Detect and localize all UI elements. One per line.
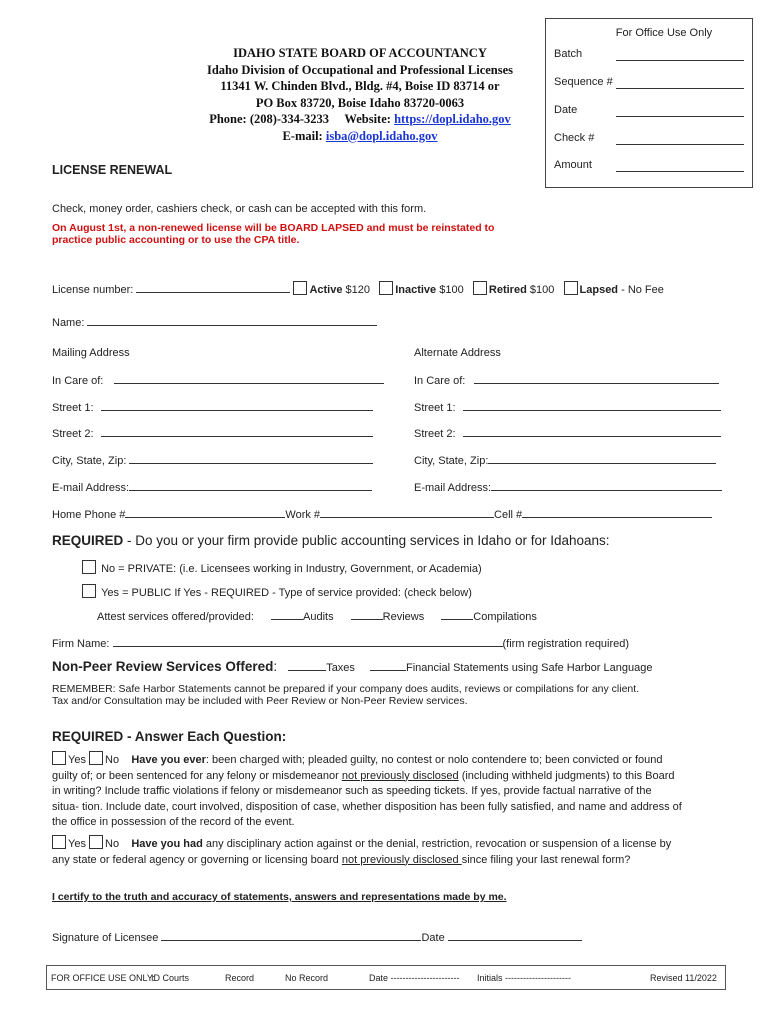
mailing-street2-field[interactable] bbox=[101, 426, 373, 437]
have-you-had-text-2b: since filing your last renewal form? bbox=[461, 853, 631, 866]
alternate-street1-row bbox=[414, 400, 721, 414]
have-you-had-text-2u: not previously disclosed bbox=[341, 853, 462, 866]
financial-statements-label: Financial Statements using Safe Harbor Language bbox=[406, 662, 653, 674]
inactive-label: Inactive bbox=[395, 284, 437, 296]
have-you-ever-text-2a: guilty of; or been sentenced for any felony or misdemeanor bbox=[52, 769, 342, 782]
mailing-heading: Mailing Address bbox=[52, 347, 130, 359]
question-have-you-ever bbox=[52, 751, 722, 831]
footer-office-label: FOR OFFICE USE ONLY: bbox=[51, 973, 155, 983]
have-you-had-yes-checkbox[interactable] bbox=[52, 835, 66, 849]
public-yes-checkbox[interactable] bbox=[82, 584, 96, 598]
signature-label: Signature of Licensee bbox=[52, 932, 159, 944]
public-option-row bbox=[82, 584, 472, 599]
mailing-city-row bbox=[52, 453, 373, 467]
have-you-ever-no-label: No bbox=[105, 754, 120, 766]
alternate-email-label: E-mail Address: bbox=[414, 482, 492, 494]
office-sequence-label: Sequence # bbox=[554, 76, 613, 88]
contact-line bbox=[120, 111, 600, 128]
payment-note: Check, money order, cashiers check, or cash can be accepted with this form. bbox=[52, 203, 427, 215]
mailing-care-of-label: In Care of: bbox=[52, 375, 104, 387]
alternate-email-row bbox=[414, 480, 722, 494]
private-option-label: No = PRIVATE: (i.e. Licensees working in Industry, Government, or Academia) bbox=[101, 563, 482, 575]
phone-text: Phone: (208)-334-3233 bbox=[209, 112, 329, 126]
signature-field[interactable] bbox=[161, 930, 421, 941]
alternate-city-row bbox=[414, 453, 716, 467]
email-link[interactable]: isba@dopl.idaho.gov bbox=[325, 128, 438, 143]
division-name: Idaho Division of Occupational and Professional Licenses bbox=[206, 62, 514, 77]
remember-line-1: REMEMBER: Safe Harbor Statements cannot be prepared if your company does audits, reviews or compilations for any client. bbox=[52, 683, 640, 695]
have-you-ever-text-5: the office in possession of the record of the event. bbox=[52, 816, 295, 828]
active-checkbox[interactable] bbox=[293, 281, 307, 295]
remember-note bbox=[52, 683, 639, 707]
alternate-street1-field[interactable] bbox=[463, 400, 721, 411]
taxes-field[interactable] bbox=[288, 660, 326, 671]
mailing-street2-label: Street 2: bbox=[52, 428, 94, 440]
have-you-had-no-label: No bbox=[105, 838, 120, 850]
required-label: REQUIRED bbox=[52, 533, 124, 548]
mailing-street1-label: Street 1: bbox=[52, 402, 94, 414]
alternate-city-field[interactable] bbox=[488, 453, 716, 464]
alternate-care-of-row bbox=[414, 373, 719, 387]
mailing-street1-row bbox=[52, 400, 373, 414]
non-peer-row bbox=[52, 659, 652, 674]
mailing-city-field[interactable] bbox=[129, 453, 373, 464]
mailing-email-field[interactable] bbox=[129, 480, 372, 491]
mailing-city-label: City, State, Zip: bbox=[52, 455, 127, 467]
footer-record: Record bbox=[225, 973, 255, 983]
footer-date: Date ----------------------- bbox=[369, 973, 460, 983]
office-amount-row bbox=[554, 159, 744, 171]
office-check-label: Check # bbox=[554, 132, 595, 144]
inactive-checkbox[interactable] bbox=[379, 281, 393, 295]
audits-field[interactable] bbox=[271, 609, 303, 620]
have-you-had-no-checkbox[interactable] bbox=[89, 835, 103, 849]
have-you-had-text-1: any disciplinary action against or the denial, restriction, revocation or suspension of a license by bbox=[202, 838, 672, 850]
office-date-label: Date bbox=[554, 104, 578, 116]
office-use-title: For Office Use Only bbox=[615, 27, 713, 39]
public-accounting-question-text: - Do you or your firm provide public accounting services in Idaho or for Idahoans: bbox=[123, 533, 610, 548]
audits-label: Audits bbox=[303, 611, 334, 623]
signature-row bbox=[52, 930, 582, 944]
email-line bbox=[120, 128, 600, 145]
alternate-street2-field[interactable] bbox=[463, 426, 721, 437]
page-title: LICENSE RENEWAL bbox=[52, 163, 173, 177]
have-you-ever-text-2u: not previously disclosed bbox=[341, 769, 459, 782]
office-batch-label: Batch bbox=[554, 48, 583, 60]
firm-name-field[interactable] bbox=[113, 636, 503, 647]
license-row bbox=[52, 281, 664, 296]
mailing-care-of-row bbox=[52, 373, 384, 387]
cell-phone-label: Cell # bbox=[494, 509, 523, 521]
phones-row bbox=[52, 507, 712, 521]
footer-revised: Revised 11/2022 bbox=[650, 973, 717, 983]
taxes-label: Taxes bbox=[326, 662, 355, 674]
home-phone-label: Home Phone # bbox=[52, 509, 126, 521]
name-field[interactable] bbox=[87, 315, 377, 326]
retired-fee: $100 bbox=[529, 284, 555, 296]
public-accounting-question bbox=[52, 533, 610, 548]
have-you-ever-no-checkbox[interactable] bbox=[89, 751, 103, 765]
address-line-1: 11341 W. Chinden Blvd., Bldg. #4, Boise ID 83714 or bbox=[220, 79, 500, 93]
alternate-street1-label: Street 1: bbox=[414, 402, 456, 414]
non-peer-heading: Non-Peer Review Services Offered bbox=[52, 659, 274, 674]
license-number-field[interactable] bbox=[136, 282, 290, 293]
footer-initials: Initials ---------------------- bbox=[477, 973, 571, 983]
signature-date-field[interactable] bbox=[448, 930, 582, 941]
certification-statement: I certify to the truth and accuracy of statements, answers and representations made by me. bbox=[52, 891, 507, 903]
have-you-ever-text-3: in writing? Include traffic violations if felony or misdemeanor such as speeding tickets. If yes, provide factual narrative of the bbox=[52, 785, 652, 797]
alternate-street2-label: Street 2: bbox=[414, 428, 456, 440]
name-row bbox=[52, 315, 377, 329]
compilations-field[interactable] bbox=[441, 609, 473, 620]
agency-header bbox=[120, 45, 600, 144]
have-you-ever-text-4: situa- tion. Include date, court involved, disposition of case, whether disposition has been fully satisfied, and name and address of bbox=[52, 800, 682, 813]
email-label: E-mail: bbox=[282, 128, 323, 143]
home-phone-field[interactable] bbox=[125, 507, 285, 518]
mailing-email-row bbox=[52, 480, 372, 494]
have-you-had-yes-label: Yes bbox=[68, 838, 86, 850]
retired-checkbox[interactable] bbox=[473, 281, 487, 295]
footer-id-courts: ID Courts bbox=[151, 973, 190, 983]
have-you-ever-yes-label: Yes bbox=[68, 754, 86, 766]
alternate-care-of-field[interactable] bbox=[474, 373, 719, 384]
reviews-field[interactable] bbox=[351, 609, 383, 620]
have-you-ever-bold: Have you ever bbox=[131, 754, 206, 766]
alternate-care-of-label: In Care of: bbox=[414, 375, 466, 387]
financial-statements-field[interactable] bbox=[370, 660, 406, 671]
private-no-checkbox[interactable] bbox=[82, 560, 96, 574]
website-link[interactable]: https://dopl.idaho.gov bbox=[394, 112, 511, 126]
firm-registration-note: (firm registration required) bbox=[502, 638, 630, 650]
alternate-email-field[interactable] bbox=[491, 480, 722, 491]
active-fee: $120 bbox=[345, 284, 371, 296]
attest-services-label: Attest services offered/provided: bbox=[97, 611, 254, 623]
alternate-city-label: City, State, Zip: bbox=[414, 455, 489, 467]
retired-label: Retired bbox=[488, 284, 527, 296]
firm-name-label: Firm Name: bbox=[52, 638, 110, 650]
alternate-street2-row bbox=[414, 426, 721, 440]
have-you-ever-text-2b: (including withheld judgments) to this Board bbox=[458, 769, 675, 782]
footer-no-record: No Record bbox=[285, 973, 329, 983]
public-option-label: Yes = PUBLIC If Yes - REQUIRED - Type of service provided: (check below) bbox=[101, 587, 472, 599]
work-phone-label: Work # bbox=[285, 509, 321, 521]
mailing-street1-field[interactable] bbox=[101, 400, 373, 411]
mailing-street2-row bbox=[52, 426, 373, 440]
mailing-email-label: E-mail Address: bbox=[52, 482, 130, 494]
lapsed-checkbox[interactable] bbox=[564, 281, 578, 295]
have-you-had-text-2a: any state or federal agency or governing or licensing board bbox=[52, 853, 342, 866]
footer-office-box bbox=[46, 965, 726, 990]
have-you-had-bold: Have you had bbox=[131, 838, 203, 850]
private-option-row bbox=[82, 560, 482, 575]
website-label: Website: bbox=[344, 112, 391, 126]
remember-line-2: Tax and/or Consultation may be included with Peer Review or Non-Peer Review services. bbox=[52, 695, 468, 707]
org-name: IDAHO STATE BOARD OF ACCOUNTANCY bbox=[233, 46, 487, 60]
reviews-label: Reviews bbox=[382, 611, 425, 623]
name-label: Name: bbox=[52, 317, 85, 329]
license-number-label: License number: bbox=[52, 284, 134, 296]
non-peer-colon: : bbox=[273, 659, 278, 674]
firm-name-row bbox=[52, 636, 629, 650]
attest-services-row bbox=[97, 609, 537, 623]
answer-each-heading: REQUIRED - Answer Each Question: bbox=[52, 729, 287, 744]
cell-phone-field[interactable] bbox=[522, 507, 712, 518]
signature-date-label: Date bbox=[421, 932, 445, 944]
lapse-warning-line-2: practice public accounting or to use the CPA title. bbox=[52, 234, 300, 246]
office-amount-label: Amount bbox=[554, 159, 592, 171]
inactive-fee: $100 bbox=[439, 284, 464, 296]
lapsed-label: Lapsed bbox=[579, 284, 619, 296]
question-have-you-had bbox=[52, 835, 722, 868]
have-you-ever-yes-checkbox[interactable] bbox=[52, 751, 66, 765]
compilations-label: Compilations bbox=[473, 611, 537, 623]
active-label: Active bbox=[309, 284, 343, 296]
have-you-ever-text-1: : been charged with; pleaded guilty, no contest or nolo contendere to; been convicted or found bbox=[205, 754, 663, 766]
alternate-heading: Alternate Address bbox=[414, 347, 501, 359]
work-phone-field[interactable] bbox=[320, 507, 494, 518]
mailing-care-of-field[interactable] bbox=[114, 373, 384, 384]
lapse-warning-line-1: On August 1st, a non-renewed license will be BOARD LAPSED and must be reinstated to bbox=[52, 222, 495, 234]
address-line-2: PO Box 83720, Boise Idaho 83720-0063 bbox=[255, 95, 465, 110]
lapsed-fee: - No Fee bbox=[621, 284, 664, 296]
